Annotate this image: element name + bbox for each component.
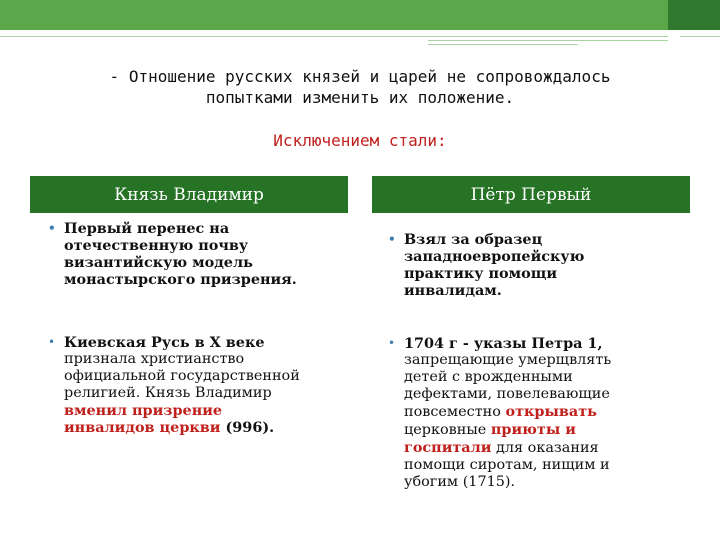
top-decor-bar (0, 0, 720, 30)
decor-stripe (680, 36, 720, 37)
slide-title (40, 66, 680, 108)
bullet-icon: • (388, 232, 396, 246)
decor-stripe (0, 36, 668, 37)
bullet-icon: • (48, 221, 56, 235)
right-header-label: Пётр Первый (470, 184, 592, 205)
list-item: • Первый перенес на отечественную почву византийскую модель монастырского призрения. (48, 220, 297, 288)
decor-stripe (428, 44, 578, 45)
title-line: попытками изменить их положение. (205, 88, 515, 107)
list-item: • Взял за образец западноевропейскую практику помощи инвалидам. (388, 231, 585, 299)
bullet-icon: • (388, 336, 396, 350)
list-item: • 1704 г - указы Петра 1, запрещающие умерщвлять детей с врожденными дефектами, повелевающие повсеместно открывать церковные приюты и госпитали для оказания помощи сиротам, нищим и убогим (1715). (388, 335, 612, 490)
bullet-icon: • (48, 335, 56, 349)
top-decor-bar-dark (668, 0, 720, 30)
list-item: • Киевская Русь в X веке признала христианство официальной государственной религией. Князь Владимир вменил призрение инвалидов церкви (996). (48, 334, 300, 436)
decor-stripe (428, 40, 668, 41)
left-header-label: Князь Владимир (114, 184, 264, 205)
left-column-header (30, 176, 348, 213)
title-line: - Отношение русских князей и царей не сопровождалось (109, 67, 611, 86)
right-column-header (372, 176, 690, 213)
exception-heading: Исключением стали: (273, 131, 447, 150)
